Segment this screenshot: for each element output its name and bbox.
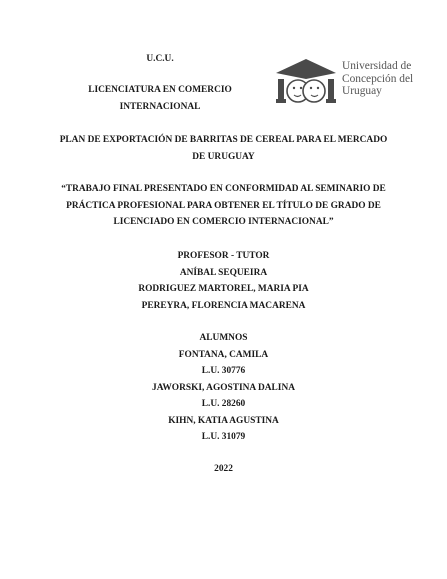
document-subtitle bbox=[0, 181, 447, 231]
tutor-name: RODRIGUEZ MARTOREL, MARIA PIA bbox=[138, 284, 309, 294]
tutors-section bbox=[0, 248, 447, 314]
student-id: L.U. 30776 bbox=[201, 366, 246, 376]
tutor-name: PEREYRA, FLORENCIA MACARENA bbox=[141, 300, 306, 311]
subtitle-line-1: “TRABAJO FINAL PRESENTADO EN CONFORMIDAD AL SEMINARIO DE bbox=[61, 184, 386, 194]
subtitle-line-3: LICENCIADO EN COMERCIO INTERNACIONAL” bbox=[113, 217, 334, 227]
student-name: JAWORSKI, AGOSTINA DALINA bbox=[152, 382, 295, 393]
institution-abbrev: U.C.U. bbox=[146, 54, 174, 64]
degree-line-2: INTERNACIONAL bbox=[119, 101, 201, 112]
student-name: KIHN, KATIA AGUSTINA bbox=[168, 415, 279, 426]
university-name-line-3: Uruguay bbox=[342, 85, 382, 98]
tutors-heading: PROFESOR - TUTOR bbox=[177, 251, 270, 261]
year-text: 2022 bbox=[214, 464, 233, 474]
degree-header bbox=[60, 82, 260, 115]
document-title bbox=[0, 132, 447, 165]
students-section bbox=[0, 330, 447, 446]
student-id: L.U. 28260 bbox=[201, 399, 246, 409]
students-heading: ALUMNOS bbox=[199, 333, 248, 343]
university-name-line-1: Universidad de bbox=[342, 60, 412, 72]
university-name bbox=[342, 60, 413, 98]
institution-header bbox=[60, 51, 260, 68]
university-crest-icon bbox=[274, 55, 338, 107]
student-name: FONTANA, CAMILA bbox=[178, 349, 269, 360]
document-year bbox=[0, 461, 447, 478]
student-id: L.U. 31079 bbox=[201, 432, 246, 442]
university-logo bbox=[274, 55, 424, 110]
title-line-2: DE URUGUAY bbox=[192, 151, 255, 162]
title-line-1: PLAN DE EXPORTACIÓN DE BARRITAS DE CEREAL PARA EL MERCADO bbox=[59, 135, 388, 145]
university-name-line-2: Concepción del bbox=[342, 72, 414, 85]
subtitle-line-2: PRÁCTICA PROFESIONAL PARA OBTENER EL TÍTULO DE GRADO DE bbox=[66, 200, 381, 211]
degree-line-1: LICENCIATURA EN COMERCIO bbox=[88, 85, 232, 95]
tutor-name: ANÍBAL SEQUEIRA bbox=[179, 267, 268, 278]
